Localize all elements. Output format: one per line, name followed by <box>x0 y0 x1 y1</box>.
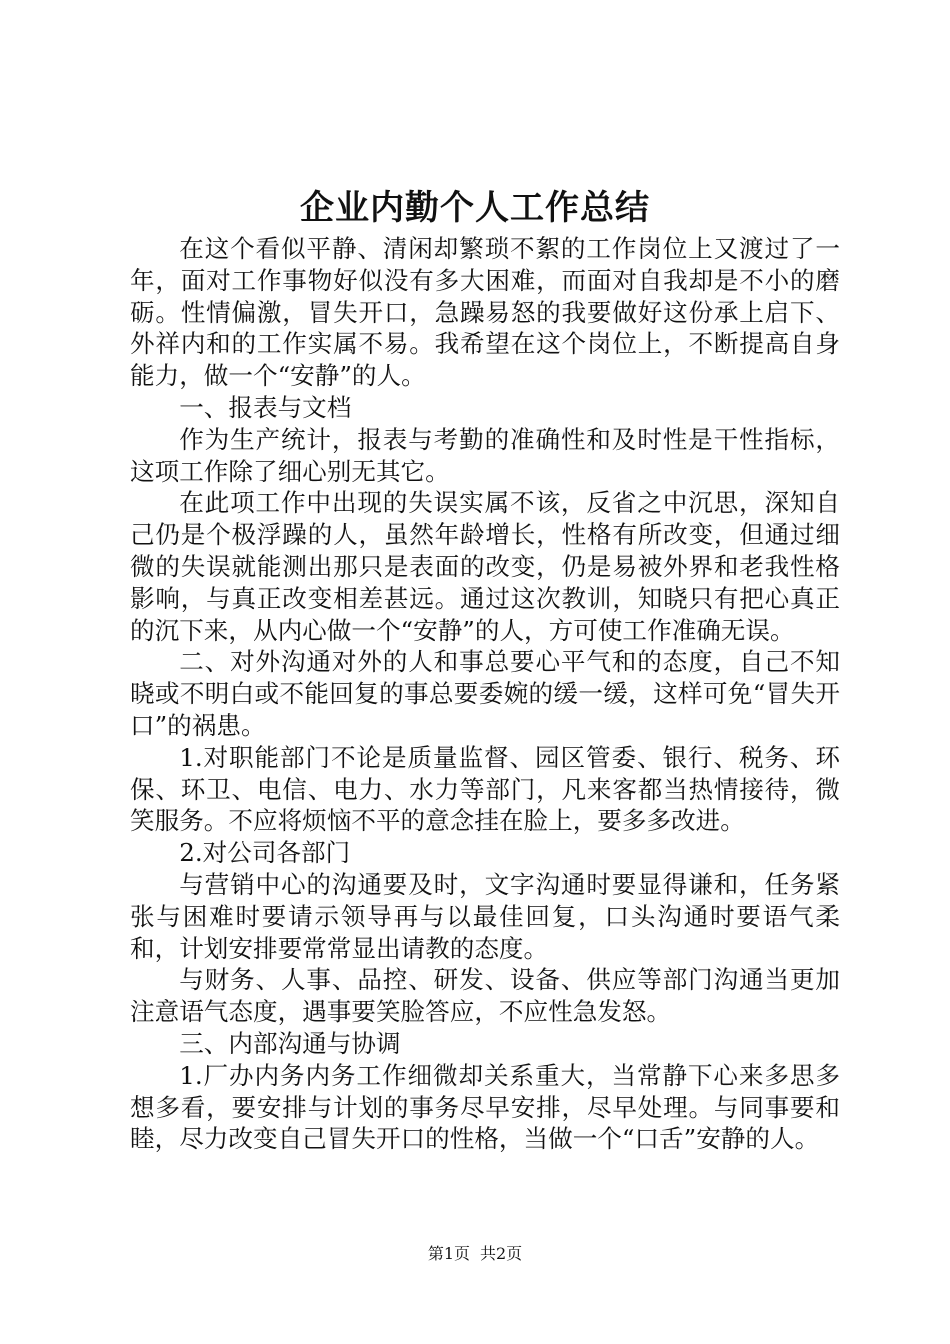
paragraph: 与营销中心的沟通要及时，文字沟通时要显得谦和，任务紧张与困难时要请示领导再与以最佳回复，口头沟通时要语气柔和，计划安排要常常显出请教的态度。 <box>130 869 840 963</box>
section-heading-internal: 三、内部沟通与协调 <box>179 1028 401 1058</box>
document-body <box>130 233 840 1155</box>
paragraph: 1.对职能部门不论是质量监督、园区管委、银行、税务、环保、环卫、电信、电力、水力等部门，凡来客都当热情接待，微笑服务。不应将烦恼不平的意念挂在脸上，要多多改进。 <box>130 742 840 836</box>
paragraph: 与财务、人事、品控、研发、设备、供应等部门沟通当更加注意语气态度，遇事要笑脸答应，不应性急发怒。 <box>130 965 840 1027</box>
paragraph: 1.厂办内务内务工作细微却关系重大，当常静下心来多思多想多看，要安排与计划的事务尽早安排，尽早处理。与同事要和睦，尽力改变自己冒失开口的性格，当做一个“口舌”安静的人。 <box>130 1060 840 1154</box>
paragraph: 在此项工作中出现的失误实属不该，反省之中沉思，深知自己仍是个极浮躁的人，虽然年龄增长，性格有所改变，但通过细微的失误就能测出那只是表面的改变，仍是易被外界和老我性格影响，与真正改变相差甚远。通过这次教训，知晓只有把心真正的沉下来，从内心做一个“安静”的人，方可使工作准确无误。 <box>130 488 840 645</box>
document-title: 企业内勤个人工作总结 <box>300 188 650 228</box>
paragraph-intro: 在这个看似平静、清闲却繁琐不絮的工作岗位上又渡过了一年，面对工作事物好似没有多大困难，而面对自我却是不小的磨砺。性情偏激，冒失开口，急躁易怒的我要做好这份承上启下、外祥内和的工作实属不易。我希望在这个岗位上，不断提高自身能力，做一个“安静”的人。 <box>130 234 840 391</box>
subheading-departments: 2.对公司各部门 <box>179 838 351 868</box>
page-number: 第1页 <box>427 1244 470 1263</box>
paragraph: 作为生产统计，报表与考勤的准确性和及时性是干性指标，这项工作除了细心别无其它。 <box>130 424 840 486</box>
page-total: 共2页 <box>480 1244 523 1263</box>
section-heading-reports: 一、报表与文档 <box>179 392 352 422</box>
page-footer <box>0 1243 950 1265</box>
section-heading-external: 二、对外沟通对外的人和事总要心平气和的态度，自己不知晓或不明白或不能回复的事总要委婉的缓一缓，这样可免“冒失开口”的祸患。 <box>130 647 840 740</box>
